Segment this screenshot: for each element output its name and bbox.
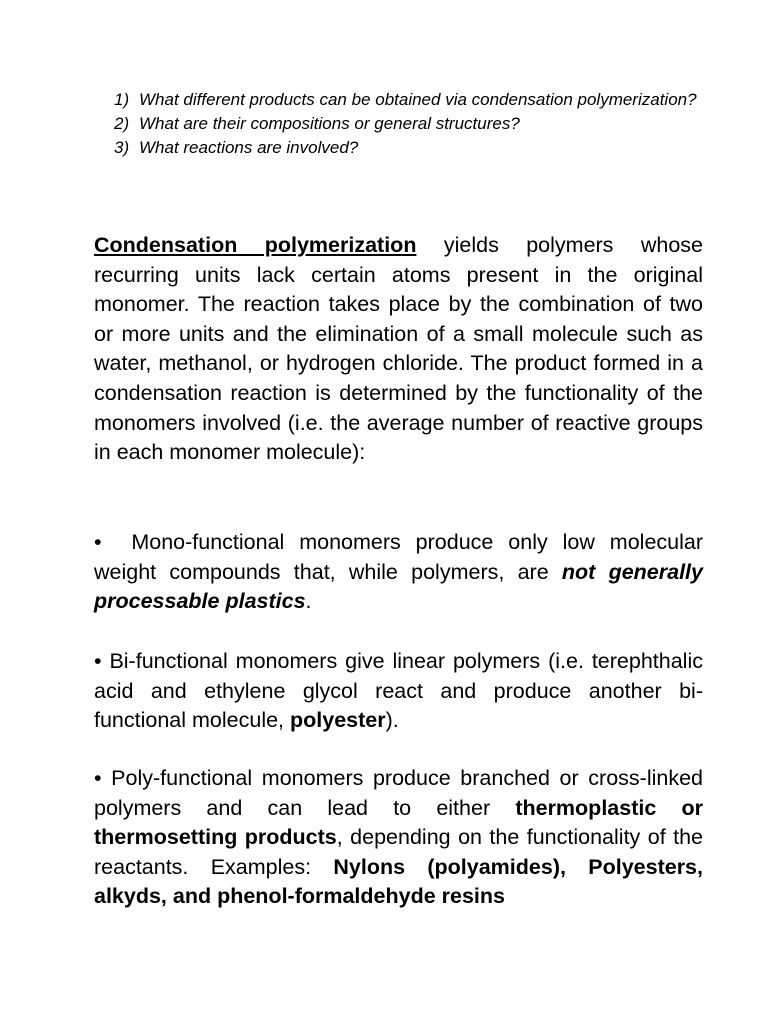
question-list [114, 88, 704, 160]
question-item-1 [114, 88, 704, 112]
bi-text: Bi-functional monomers give linear polymers (i.e. terephthalic acid and ethylene glycol react and produce another bi-functional molecule, [94, 649, 703, 733]
bullet: • [94, 530, 102, 554]
question-text: What reactions are involved? [139, 138, 359, 157]
mono-text: Mono-functional monomers produce only low molecular weight compounds that, while polymers, are [94, 530, 709, 584]
bullet: • [94, 766, 102, 790]
question-text: What different products can be obtained via condensation polymerization? [139, 90, 697, 109]
bi-emphasis: polyester [290, 708, 386, 733]
poly-emphasis-products: thermoplastic or thermosetting products [94, 795, 703, 850]
bullet: • [94, 649, 102, 673]
mono-emphasis: not generally processable plastics [94, 559, 703, 614]
intro-text: yields polymers whose recurring units lack certain atoms present in the original monomer. The reaction takes place by the combination of two or more units and the elimination of a small molecule such as water, methanol, or hydrogen chloride. The product formed in a condensation reaction is determined by the functionality of the monomers involved (i.e. the average number of reactive groups in each monomer molecule): [94, 233, 703, 465]
mono-text-end: . [305, 589, 312, 614]
key-term: Condensation polymerization [94, 233, 417, 257]
intro-paragraph [94, 231, 703, 468]
question-number: 3) [114, 138, 130, 157]
question-number: 1) [114, 90, 130, 109]
question-number: 2) [114, 114, 130, 133]
poly-text-middle: , depending on the functionality of the reactants. Examples: [94, 825, 703, 879]
question-item-2 [114, 112, 704, 136]
poly-functional-paragraph [94, 764, 703, 912]
question-text: What are their compositions or general structures? [139, 114, 520, 133]
mono-functional-paragraph [94, 528, 709, 617]
question-item-3 [114, 136, 704, 160]
bi-text-end: ). [385, 708, 399, 733]
poly-emphasis-examples: Nylons (polyamides), Polyesters, alkyds, and phenol-formaldehyde resins [94, 854, 703, 909]
bi-functional-paragraph [94, 647, 703, 736]
poly-text: Poly-functional monomers produce branched or cross-linked polymers and can lead to either [94, 766, 703, 820]
